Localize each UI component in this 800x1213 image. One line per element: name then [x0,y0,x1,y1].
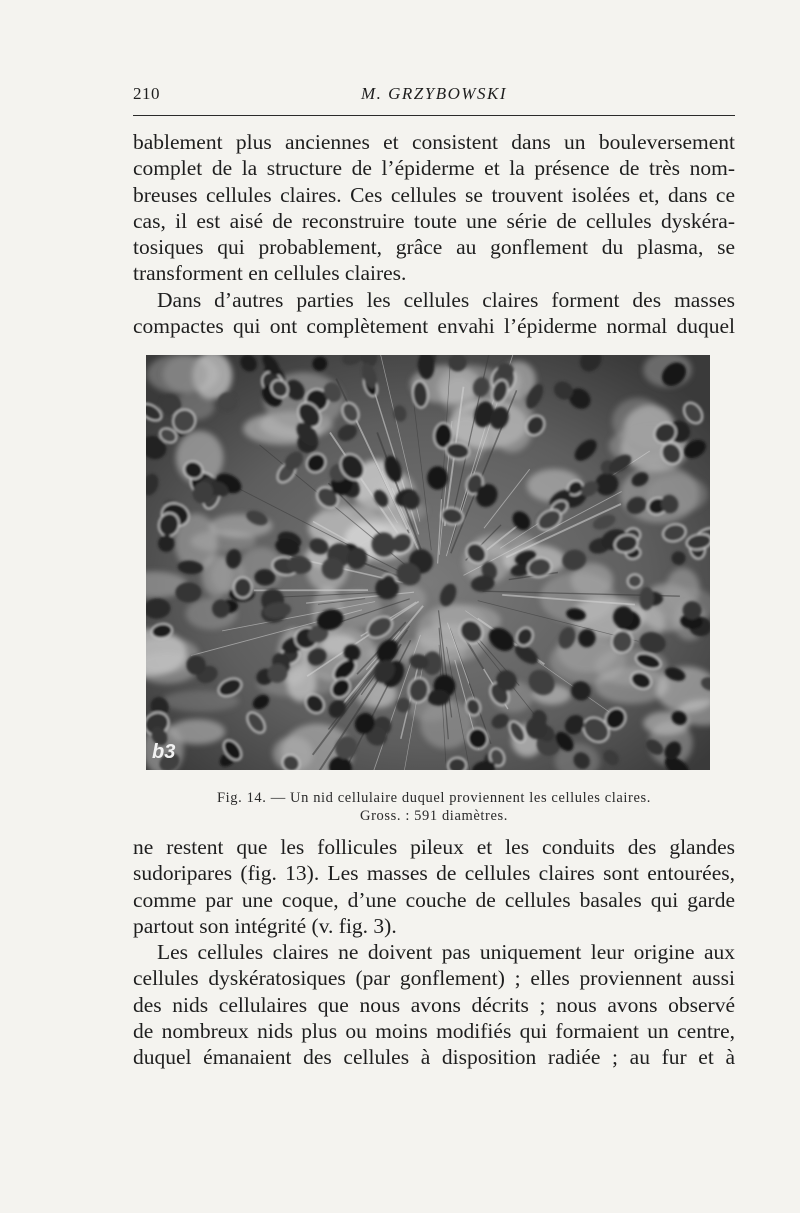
text-line: comme par une coque, d’une couche de cellules basales qui garde [133,887,735,912]
text-line: de nombreux nids plus ou moins modifiés qui formaient un centre, [133,1019,735,1044]
plate-mark: b3 [152,741,176,763]
paragraph-bottom [133,834,735,1071]
micrograph-figure [146,355,710,770]
paragraph-top [133,129,735,339]
text-line: Les cellules claires ne doivent pas uniquement leur origine aux [157,940,735,965]
text-line: sudoripares (fig. 13). Les masses de cellules claires sont entourées, [133,861,735,886]
page-number: 210 [133,84,160,103]
text-line: bablement plus anciennes et consistent dans un bouleversement [133,130,735,154]
text-line: Dans d’autres parties les cellules claires forment des masses [157,287,735,312]
text-line: tosiques qui probablement, grâce au gonflement du plasma, se [133,235,735,260]
text-line: cellules dyskératosiques (par gonflement) ; elles proviennent aussi [133,966,735,991]
text-line: des nids cellulaires que nous avons décrits ; nous avons observé [133,992,735,1017]
text-line: compactes qui ont complètement envahi l’épiderme normal duquel [133,314,735,339]
text-line: complet de la structure de l’épiderme et la présence de très nom- [133,156,735,181]
figure-caption: Fig. 14. — Un nid cellulaire duquel proviennent les cellules claires. [216,790,651,806]
micrograph-image [146,355,710,770]
running-head: M. GRZYBOWSKI [360,84,508,103]
header-rule [133,115,735,116]
text-line: ne restent que les follicules pileux et les conduits des glandes [133,835,735,859]
text-line: partout son intégrité (v. fig. 3). [133,913,397,938]
text-line: cas, il est aisé de reconstruire toute une série de cellules dyskéra- [133,208,735,233]
text-line: breuses cellules claires. Ces cellules se trouvent isolées et, dans ce [133,182,735,207]
figure-magnification: Gross. : 591 diamètres. [360,808,508,824]
text-line: duquel émanaient des cellules à disposition radiée ; au fur et à [133,1045,735,1070]
text-line: transforment en cellules claires. [133,261,407,286]
page-header [133,84,735,114]
